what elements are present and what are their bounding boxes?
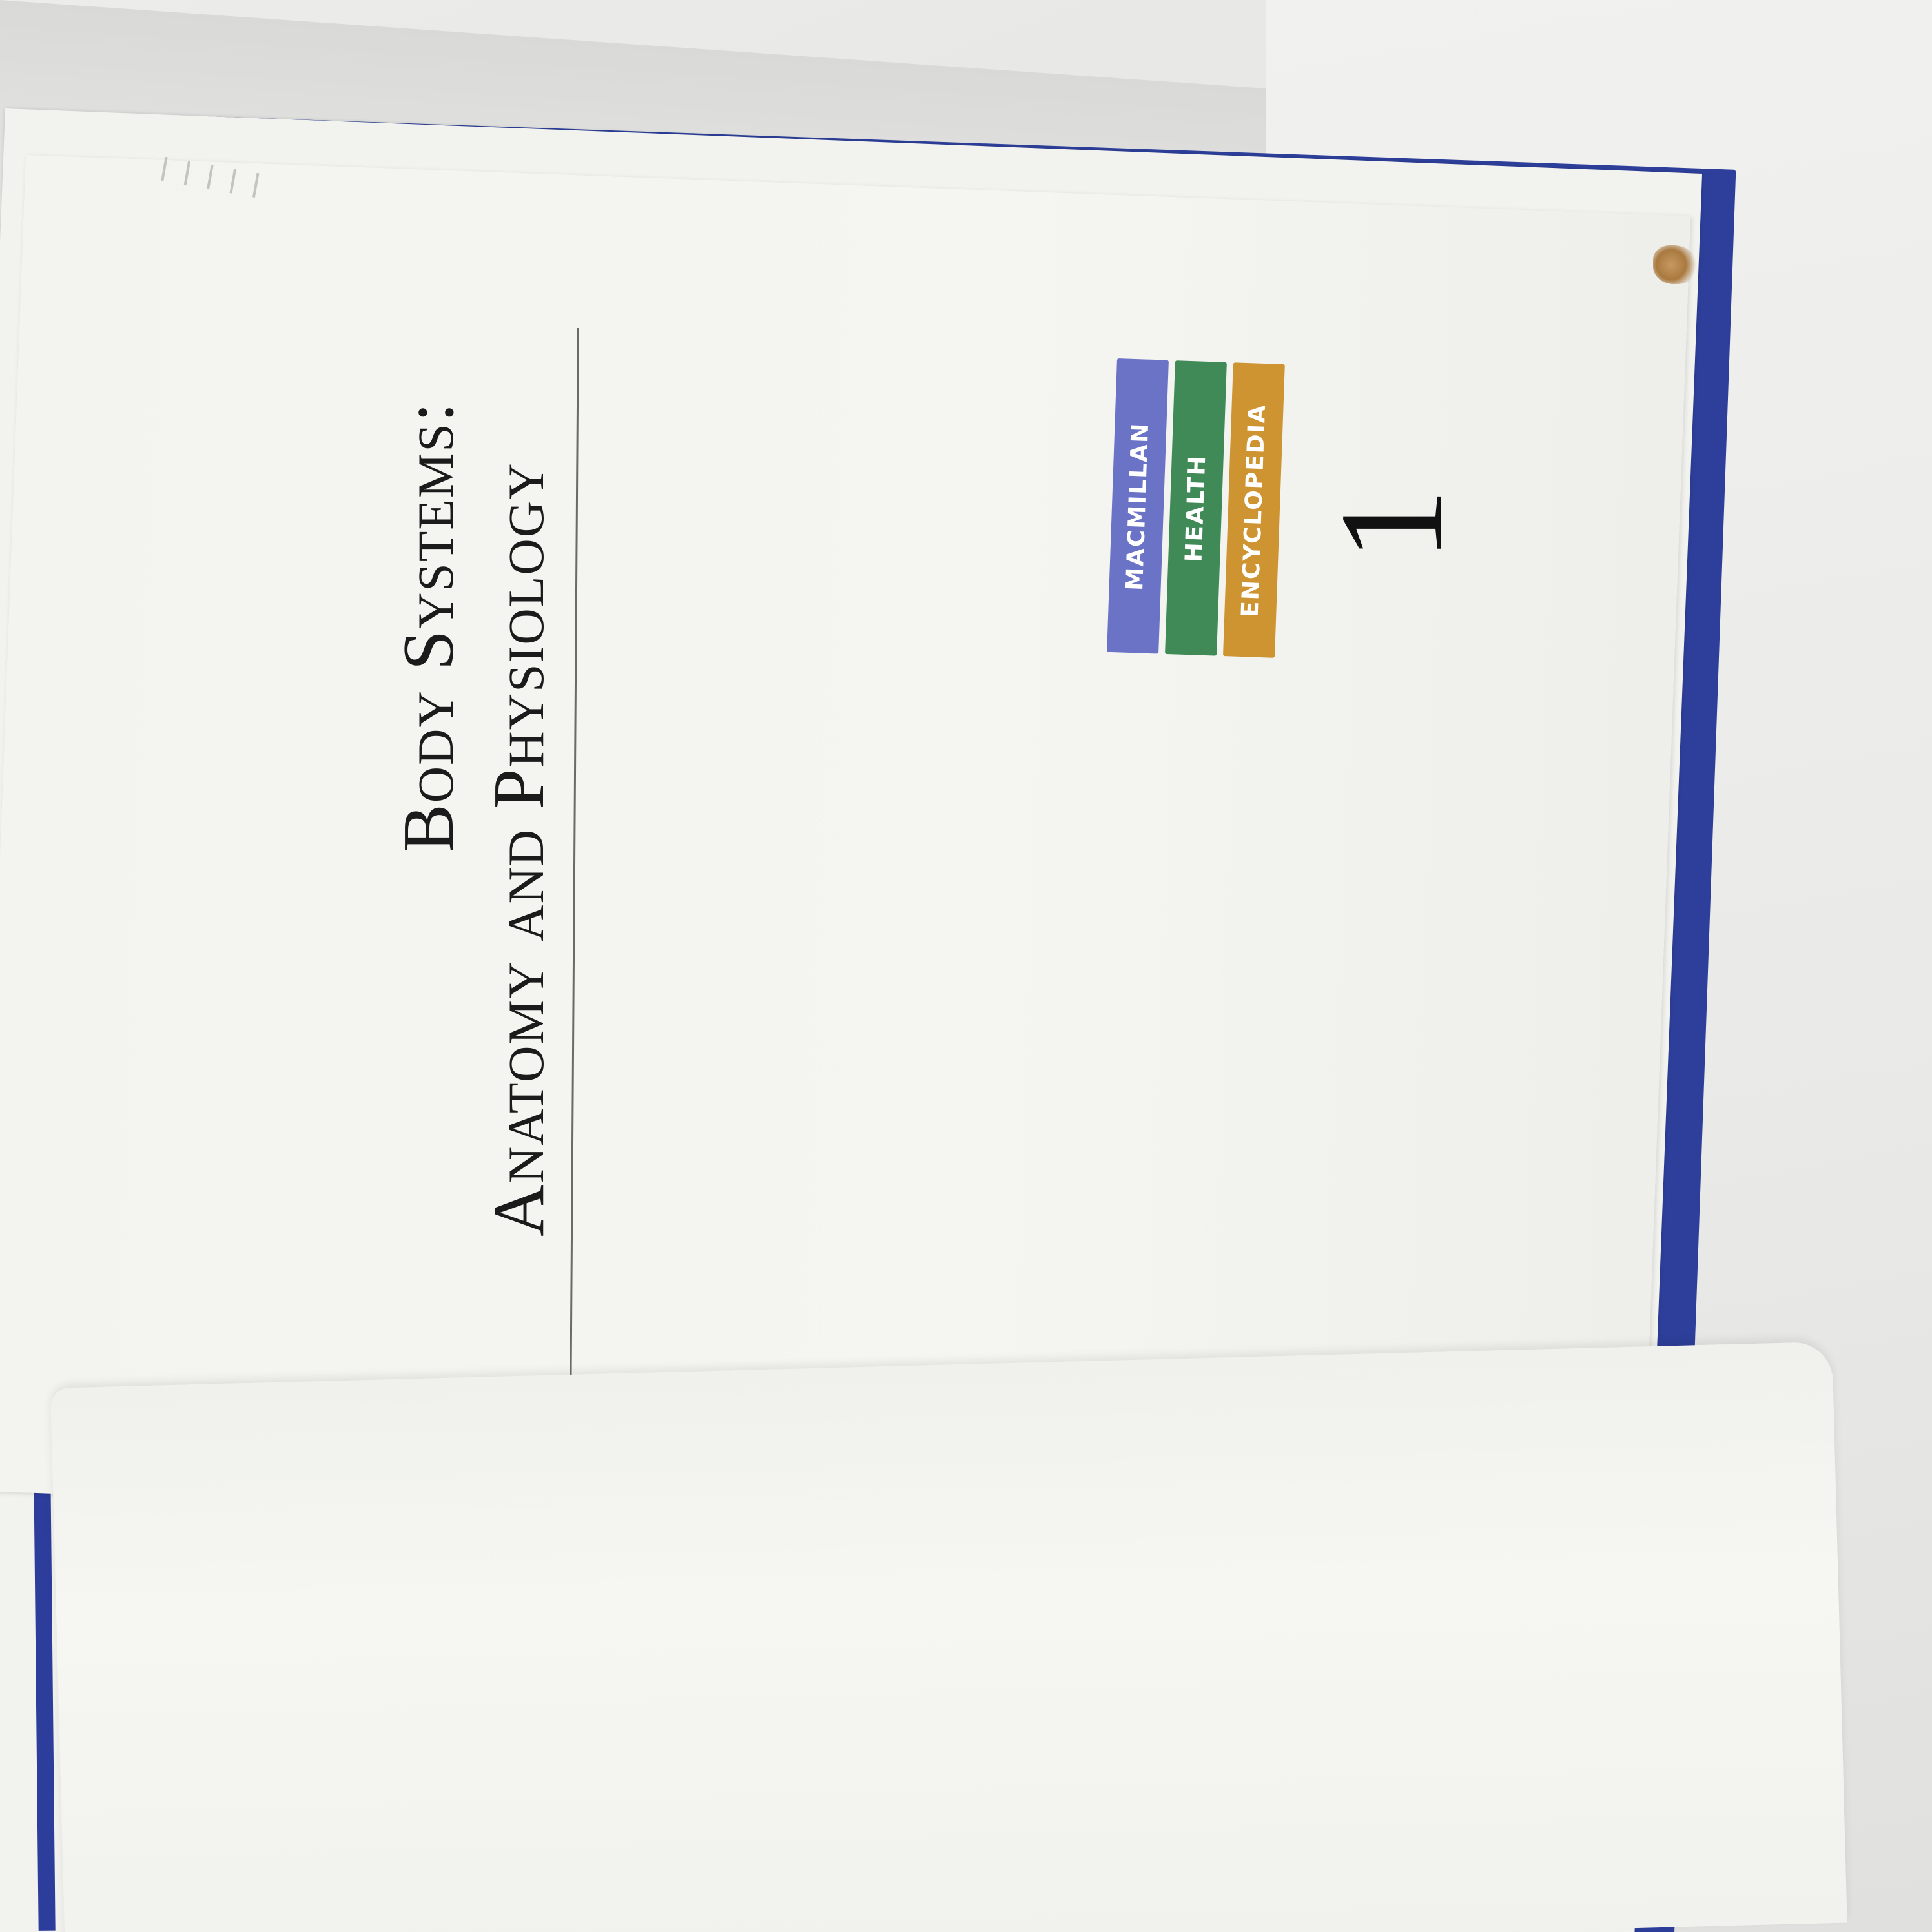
logo-text-encyclopedia: ENCYCLOPEDIA	[1237, 403, 1271, 618]
logo-stripe-macmillan	[1107, 358, 1169, 654]
logo-stripe-health	[1165, 360, 1227, 656]
logo-stripe-encyclopedia	[1223, 362, 1285, 658]
facing-blank-page	[50, 1342, 1847, 1932]
volume-number: 1	[1309, 488, 1474, 562]
book-title-line-2: Anatomy and Physiology	[479, 462, 559, 1237]
publisher-logo	[1107, 358, 1311, 662]
title-page	[0, 155, 1690, 1552]
logo-text-macmillan: MACMILLAN	[1121, 421, 1155, 591]
logo-text-health: HEALTH	[1180, 454, 1211, 562]
book-title-line-1: Body Systems:	[389, 401, 469, 852]
